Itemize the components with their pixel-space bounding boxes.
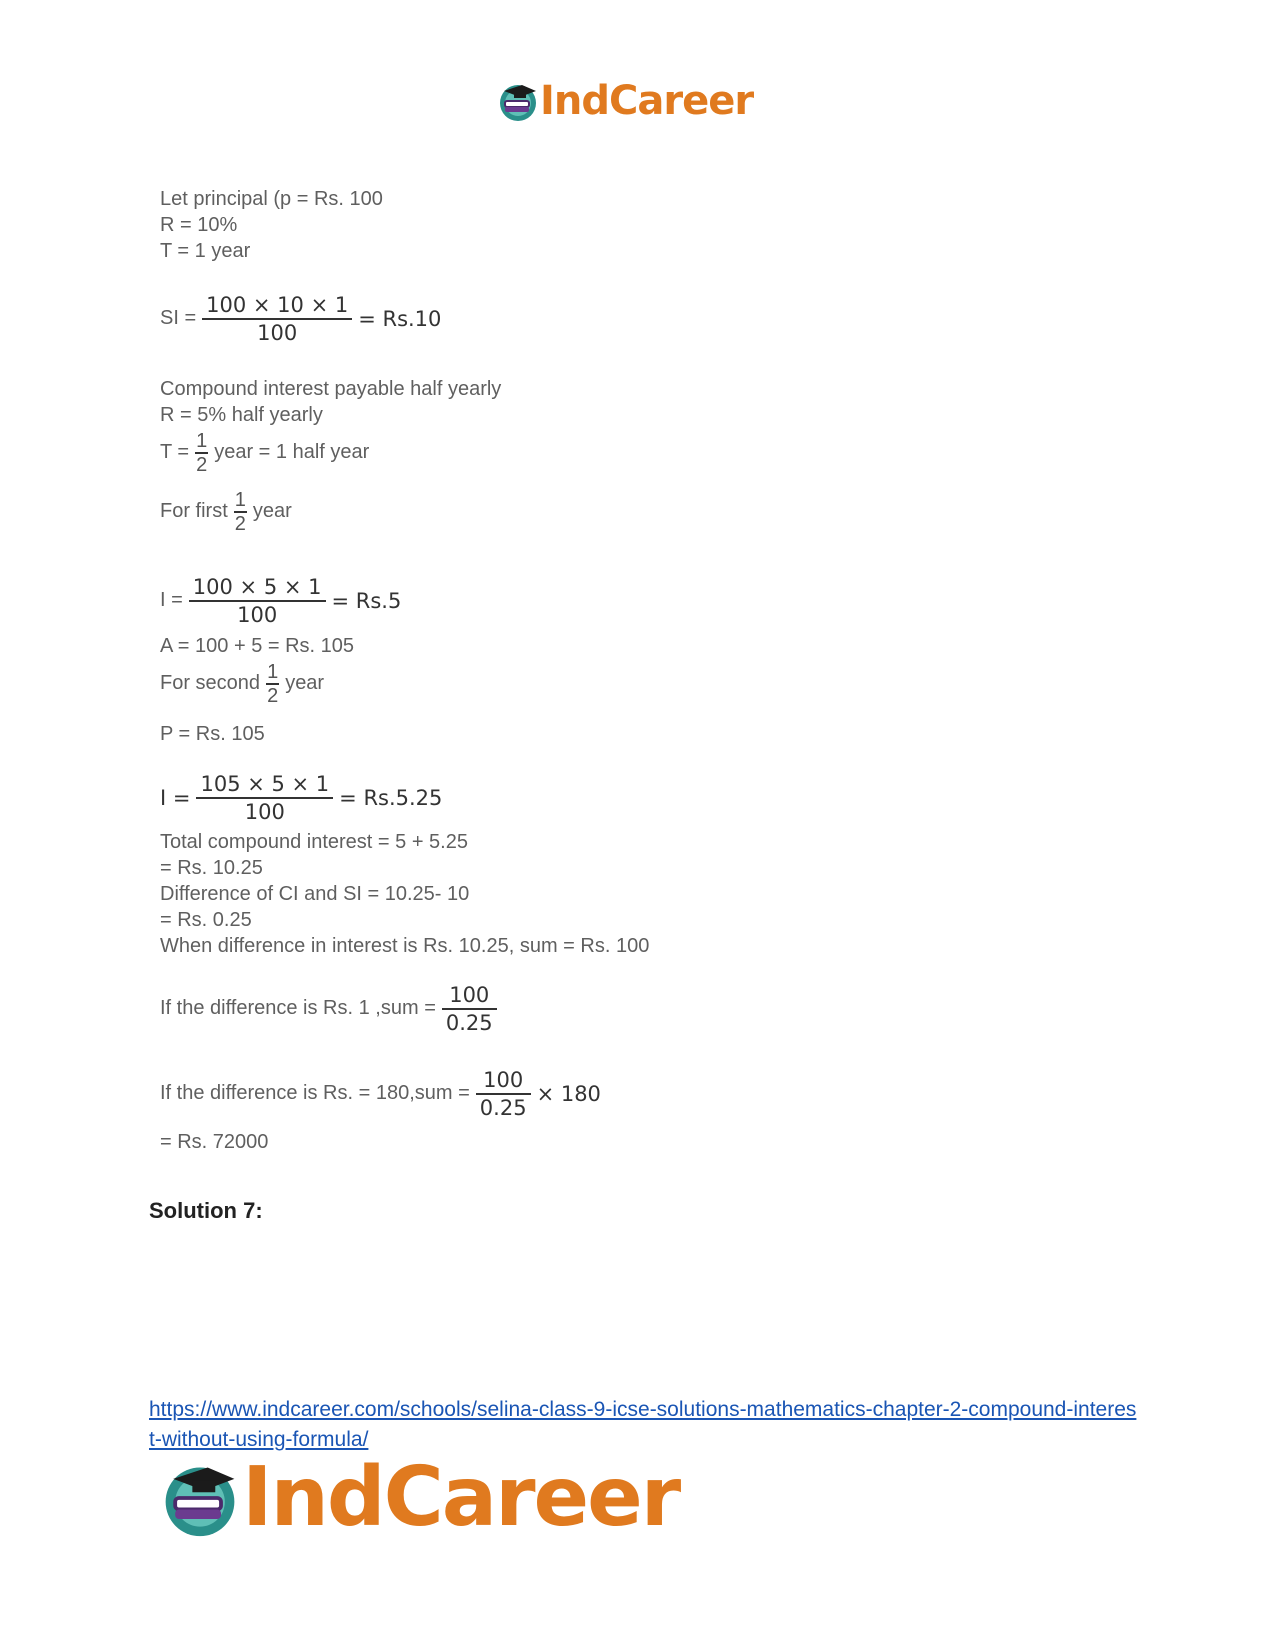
eq-result: = Rs.5.25 (339, 785, 443, 810)
denominator: 2 (234, 512, 246, 535)
fraction (195, 430, 208, 476)
equation-diff-180 (160, 1067, 601, 1121)
footer-logo (158, 1450, 679, 1545)
header-logo (496, 78, 753, 124)
graduation-cap-book-globe-icon (496, 79, 540, 123)
fraction (202, 292, 352, 346)
text-line: = Rs. 72000 (160, 1131, 269, 1153)
fraction (442, 982, 497, 1036)
text-line: Difference of CI and SI = 10.25- 10 (160, 883, 470, 905)
numerator: 100 (449, 983, 490, 1007)
solution-heading: Solution 7: (149, 1198, 263, 1223)
numerator: 1 (234, 489, 246, 511)
equation-i1 (160, 574, 401, 628)
equation-for-second (160, 661, 324, 707)
eq-suffix: year = 1 half year (214, 441, 370, 464)
eq-suffix: year (252, 500, 292, 523)
eq-prefix: If the difference is Rs. = 180,sum = (160, 1082, 470, 1105)
eq-prefix: If the difference is Rs. 1 ,sum = (160, 997, 436, 1020)
eq-prefix: For second (160, 672, 261, 695)
text-line: = Rs. 0.25 (160, 909, 252, 931)
numerator: 100 × 10 × 1 (206, 293, 349, 317)
eq-prefix: I = (160, 589, 183, 612)
text-line: Compound interest payable half yearly (160, 378, 502, 400)
eq-suffix: × 180 (536, 1081, 601, 1106)
equation-t (160, 430, 369, 476)
numerator: 1 (196, 430, 208, 452)
eq-prefix: For first (160, 500, 228, 523)
text-line: R = 10% (160, 214, 238, 236)
eq-result: = Rs.5 (331, 588, 402, 613)
numerator: 100 × 5 × 1 (192, 575, 322, 599)
text-line: = Rs. 10.25 (160, 857, 263, 879)
text-line: T = 1 year (160, 240, 251, 262)
logo-text: IndCareer (242, 1450, 680, 1545)
equation-si (160, 292, 441, 346)
graduation-cap-book-globe-icon (158, 1456, 242, 1540)
denominator: 2 (196, 453, 208, 476)
fraction (266, 661, 279, 707)
text-line: Let principal (p = Rs. 100 (160, 188, 383, 210)
text-line: P = Rs. 105 (160, 723, 265, 745)
denominator: 100 (257, 320, 298, 345)
equation-diff-1 (160, 982, 503, 1036)
equation-for-first (160, 489, 292, 535)
text-line: R = 5% half yearly (160, 404, 323, 426)
numerator: 1 (267, 661, 279, 683)
denominator: 0.25 (479, 1095, 527, 1120)
fraction (234, 489, 247, 535)
eq-prefix: T = (160, 441, 190, 464)
denominator: 0.25 (445, 1010, 493, 1035)
denominator: 100 (237, 602, 278, 627)
footer-url-link[interactable]: https://www.indcareer.com/schools/selina-class-9-icse-solutions-mathematics-chapter-2-compound-interest-without-using-formula/ (149, 1398, 1137, 1451)
text-line: Total compound interest = 5 + 5.25 (160, 831, 468, 853)
logo-text: IndCareer (540, 78, 754, 124)
fraction (476, 1067, 531, 1121)
eq-suffix: year (285, 672, 325, 695)
eq-result: = Rs.10 (358, 306, 442, 331)
text-line: A = 100 + 5 = Rs. 105 (160, 635, 355, 657)
denominator: 2 (267, 684, 279, 707)
fraction (196, 771, 333, 825)
numerator: 105 × 5 × 1 (200, 772, 330, 796)
eq-prefix: I = (160, 785, 191, 810)
text-line: When difference in interest is Rs. 10.25, sum = Rs. 100 (160, 935, 650, 957)
eq-prefix: SI = (160, 307, 197, 330)
denominator: 100 (244, 799, 285, 824)
numerator: 100 (483, 1068, 524, 1092)
fraction (189, 574, 326, 628)
equation-i2 (160, 771, 442, 825)
